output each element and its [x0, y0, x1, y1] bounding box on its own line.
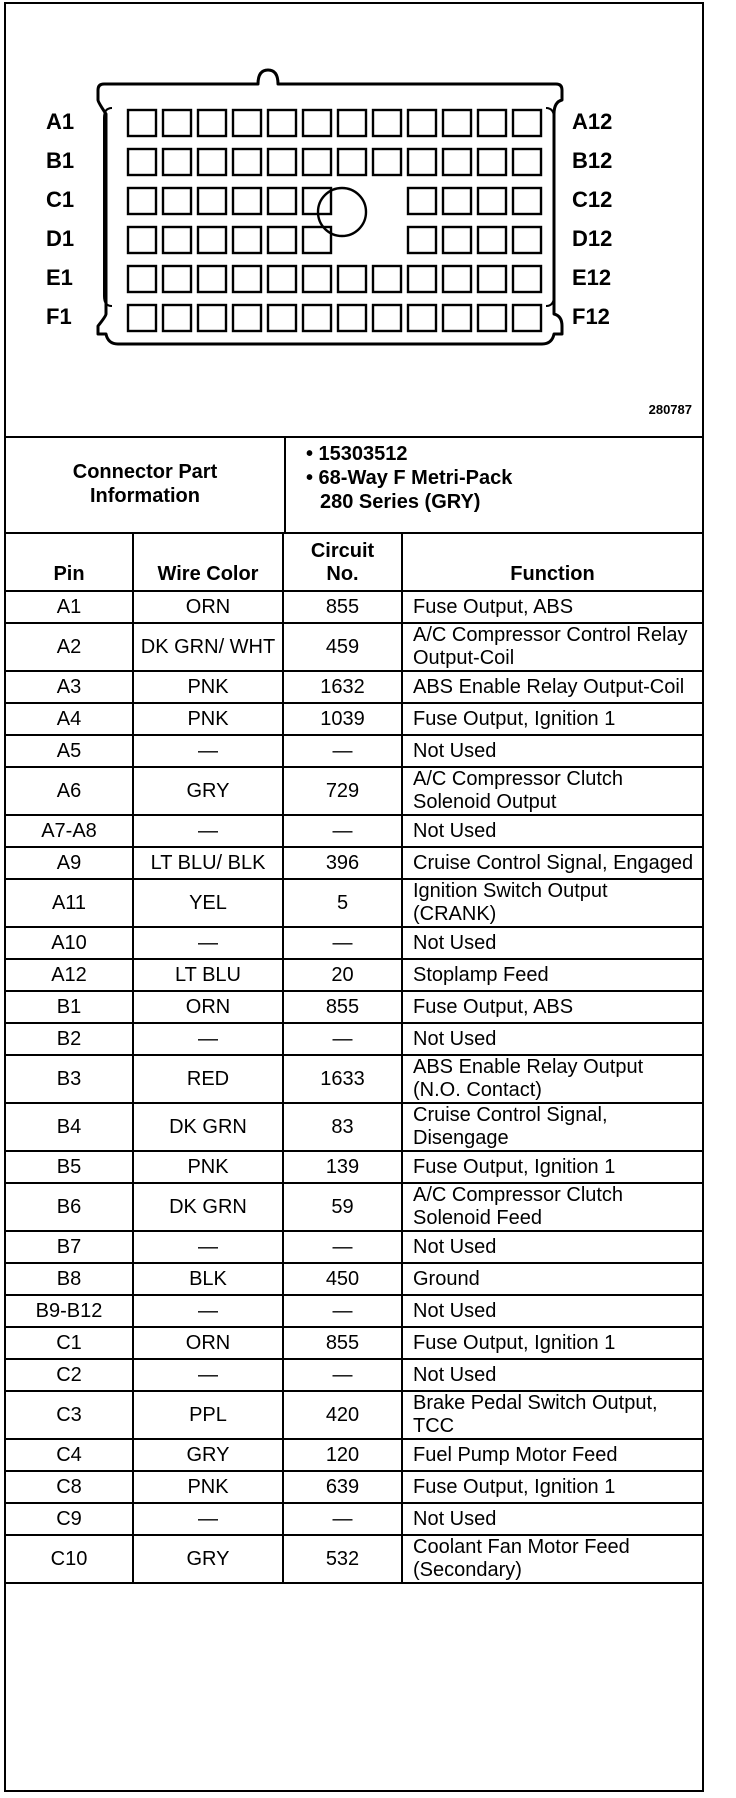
connector-cavity: [443, 110, 471, 136]
wire-color-cell: YEL: [133, 879, 283, 927]
table-row: [6, 879, 702, 927]
table-row: [6, 1231, 702, 1263]
pin-label-f12: F12: [572, 304, 610, 329]
function-cell: Fuel Pump Motor Feed: [402, 1439, 702, 1471]
circuit-cell: 459: [283, 623, 402, 671]
pin-cell: A5: [6, 735, 133, 767]
pin-cell: A1: [6, 591, 133, 623]
connector-sheet: [4, 2, 704, 1792]
connector-cavity: [233, 149, 261, 175]
header-circuit-line2: No.: [326, 563, 359, 585]
connector-part-information: [6, 436, 702, 534]
table-header-row: [6, 533, 702, 591]
wire-color-cell: —: [133, 927, 283, 959]
connector-cavity: [513, 266, 541, 292]
table-row: [6, 1295, 702, 1327]
header-circuit-line1: Circuit: [310, 540, 375, 562]
pin-cell: A2: [6, 623, 133, 671]
function-cell: Coolant Fan Motor Feed (Secondary): [402, 1535, 702, 1583]
wire-color-cell: DK GRN: [133, 1183, 283, 1231]
pin-cell: B4: [6, 1103, 133, 1151]
table-row: [6, 1023, 702, 1055]
table-row: [6, 847, 702, 879]
pin-cell: A7-A8: [6, 815, 133, 847]
function-cell: Not Used: [402, 1231, 702, 1263]
pin-cell: A4: [6, 703, 133, 735]
connector-cavity: [128, 110, 156, 136]
circuit-cell: 20: [283, 959, 402, 991]
table-row: [6, 815, 702, 847]
function-cell: ABS Enable Relay Output-Coil: [402, 671, 702, 703]
connector-cavity: [513, 149, 541, 175]
connector-cavity: [198, 149, 226, 175]
function-cell: Fuse Output, Ignition 1: [402, 1151, 702, 1183]
table-row: [6, 1471, 702, 1503]
pin-label-f1: F1: [46, 304, 72, 329]
figure-reference-number: 280787: [648, 402, 692, 417]
table-row: [6, 1503, 702, 1535]
pin-label-e12: E12: [572, 265, 612, 290]
connector-cavity: [268, 305, 296, 331]
function-cell: Cruise Control Signal, Engaged: [402, 847, 702, 879]
pin-cell: B7: [6, 1231, 133, 1263]
circuit-cell: —: [283, 1295, 402, 1327]
circuit-cell: 396: [283, 847, 402, 879]
connector-cavity: [268, 149, 296, 175]
table-row: [6, 1535, 702, 1583]
connector-cavity: [163, 110, 191, 136]
pin-cell: C9: [6, 1503, 133, 1535]
part-description-line2: 280 Series (GRY): [320, 491, 481, 513]
pin-cell: A10: [6, 927, 133, 959]
pin-label-a12: A12: [572, 109, 613, 134]
pin-cell: B2: [6, 1023, 133, 1055]
pin-cell: A6: [6, 767, 133, 815]
header-pin: Pin: [6, 533, 133, 591]
connector-cavity: [373, 149, 401, 175]
circuit-cell: 855: [283, 591, 402, 623]
pin-cell: B9-B12: [6, 1295, 133, 1327]
function-cell: Not Used: [402, 927, 702, 959]
connector-cavity: [163, 188, 191, 214]
connector-cavity: [163, 149, 191, 175]
wire-color-cell: LT BLU: [133, 959, 283, 991]
connector-cavity: [408, 188, 436, 214]
table-row: [6, 1359, 702, 1391]
function-cell: Not Used: [402, 1503, 702, 1535]
connector-cavity: [268, 266, 296, 292]
pin-cell: C3: [6, 1391, 133, 1439]
connector-cavity: [163, 266, 191, 292]
connector-cavity: [128, 149, 156, 175]
header-circuit-no: [283, 533, 402, 591]
wire-color-cell: ORN: [133, 991, 283, 1023]
circuit-cell: 1039: [283, 703, 402, 735]
table-row: [6, 1439, 702, 1471]
circuit-cell: 450: [283, 1263, 402, 1295]
wire-color-cell: —: [133, 1295, 283, 1327]
connector-cavity: [303, 305, 331, 331]
function-cell: A/C Compressor Clutch Solenoid Feed: [402, 1183, 702, 1231]
circuit-cell: —: [283, 735, 402, 767]
pin-label-c1: C1: [46, 187, 75, 212]
connector-cavity: [338, 110, 366, 136]
function-cell: ABS Enable Relay Output (N.O. Contact): [402, 1055, 702, 1103]
part-info-label-line1: Connector Part: [72, 461, 218, 483]
circuit-cell: 1632: [283, 671, 402, 703]
table-row: [6, 1103, 702, 1151]
connector-cavity: [478, 188, 506, 214]
part-info-details: [306, 442, 512, 514]
pin-cell: A12: [6, 959, 133, 991]
pin-cell: A9: [6, 847, 133, 879]
connector-cavity: [128, 305, 156, 331]
connector-cavity: [513, 188, 541, 214]
wire-color-cell: —: [133, 815, 283, 847]
connector-cavity: [478, 227, 506, 253]
function-cell: Stoplamp Feed: [402, 959, 702, 991]
connector-cavity: [408, 110, 436, 136]
wire-color-cell: ORN: [133, 1327, 283, 1359]
circuit-cell: 120: [283, 1439, 402, 1471]
pin-label-c12: C12: [572, 187, 613, 212]
wire-color-cell: —: [133, 1231, 283, 1263]
wire-color-cell: BLK: [133, 1263, 283, 1295]
wire-color-cell: —: [133, 1359, 283, 1391]
pin-label-b12: B12: [572, 148, 613, 173]
pin-cell: C8: [6, 1471, 133, 1503]
part-description-line1: • 68-Way F Metri-Pack: [306, 467, 513, 489]
function-cell: A/C Compressor Clutch Solenoid Output: [402, 767, 702, 815]
connector-cavity: [443, 266, 471, 292]
pin-label-e1: E1: [46, 265, 73, 290]
function-cell: Cruise Control Signal, Disengage: [402, 1103, 702, 1151]
circuit-cell: 855: [283, 991, 402, 1023]
function-cell: Not Used: [402, 735, 702, 767]
circuit-cell: 139: [283, 1151, 402, 1183]
connector-cavity: [128, 188, 156, 214]
pin-cell: C1: [6, 1327, 133, 1359]
function-cell: Ignition Switch Output (CRANK): [402, 879, 702, 927]
connector-cavity: [443, 188, 471, 214]
connector-cavity: [128, 266, 156, 292]
table-row: [6, 1391, 702, 1439]
function-cell: Brake Pedal Switch Output, TCC: [402, 1391, 702, 1439]
connector-cavity: [408, 266, 436, 292]
wire-color-cell: DK GRN/ WHT: [133, 623, 283, 671]
circuit-cell: 1633: [283, 1055, 402, 1103]
function-cell: Fuse Output, ABS: [402, 991, 702, 1023]
connector-cavity: [373, 110, 401, 136]
function-cell: A/C Compressor Control Relay Output-Coil: [402, 623, 702, 671]
circuit-cell: 83: [283, 1103, 402, 1151]
connector-cavity: [198, 188, 226, 214]
table-row: [6, 671, 702, 703]
connector-cavity: [163, 227, 191, 253]
wire-color-cell: PNK: [133, 671, 283, 703]
wire-color-cell: DK GRN: [133, 1103, 283, 1151]
connector-cavity: [408, 305, 436, 331]
connector-cavity: [233, 188, 261, 214]
pin-cell: B8: [6, 1263, 133, 1295]
connector-cavity: [198, 110, 226, 136]
table-row: [6, 991, 702, 1023]
table-row: [6, 703, 702, 735]
connector-cavity: [408, 149, 436, 175]
pin-cell: B5: [6, 1151, 133, 1183]
header-function: Function: [402, 533, 702, 591]
connector-cavity: [198, 227, 226, 253]
function-cell: Fuse Output, Ignition 1: [402, 1327, 702, 1359]
table-row: [6, 1263, 702, 1295]
connector-cavity: [443, 227, 471, 253]
part-info-label: [6, 436, 286, 532]
wire-color-cell: —: [133, 1503, 283, 1535]
connector-cavity: [128, 227, 156, 253]
connector-cavity: [478, 110, 506, 136]
table-row: [6, 767, 702, 815]
connector-cavity: [443, 149, 471, 175]
connector-cavity: [233, 266, 261, 292]
table-row: [6, 623, 702, 671]
circuit-cell: —: [283, 1023, 402, 1055]
pin-cell: B1: [6, 991, 133, 1023]
circuit-cell: 729: [283, 767, 402, 815]
pin-cell: A11: [6, 879, 133, 927]
function-cell: Fuse Output, Ignition 1: [402, 703, 702, 735]
connector-cavity: [478, 149, 506, 175]
circuit-cell: 59: [283, 1183, 402, 1231]
connector-cavity: [233, 227, 261, 253]
connector-cavity: [373, 266, 401, 292]
circuit-cell: —: [283, 1359, 402, 1391]
table-row: [6, 927, 702, 959]
header-wire-color: Wire Color: [133, 533, 283, 591]
pin-cell: B3: [6, 1055, 133, 1103]
function-cell: Not Used: [402, 1295, 702, 1327]
pin-cell: B6: [6, 1183, 133, 1231]
wire-color-cell: PNK: [133, 703, 283, 735]
connector-center-hole: [318, 188, 366, 236]
wire-color-cell: GRY: [133, 1535, 283, 1583]
wire-color-cell: ORN: [133, 591, 283, 623]
wire-color-cell: GRY: [133, 767, 283, 815]
part-info-label-line2: Information: [90, 485, 200, 507]
circuit-cell: 639: [283, 1471, 402, 1503]
circuit-cell: —: [283, 815, 402, 847]
function-cell: Fuse Output, Ignition 1: [402, 1471, 702, 1503]
connector-cavity: [268, 227, 296, 253]
connector-cavity: [478, 305, 506, 331]
connector-cavity: [233, 110, 261, 136]
wire-color-cell: —: [133, 735, 283, 767]
connector-cavity: [198, 266, 226, 292]
connector-cavity: [478, 266, 506, 292]
connector-cavity: [338, 266, 366, 292]
table-row: [6, 959, 702, 991]
pin-label-b1: B1: [46, 148, 75, 173]
circuit-cell: 420: [283, 1391, 402, 1439]
connector-diagram: [6, 4, 702, 438]
wire-color-cell: PPL: [133, 1391, 283, 1439]
connector-cavity: [338, 305, 366, 331]
table-row: [6, 1183, 702, 1231]
function-cell: Not Used: [402, 1023, 702, 1055]
function-cell: Not Used: [402, 815, 702, 847]
wire-color-cell: GRY: [133, 1439, 283, 1471]
circuit-cell: —: [283, 927, 402, 959]
pin-label-d12: D12: [572, 226, 613, 251]
circuit-cell: —: [283, 1503, 402, 1535]
connector-cavity: [233, 305, 261, 331]
pin-cell: C4: [6, 1439, 133, 1471]
table-row: [6, 591, 702, 623]
circuit-cell: —: [283, 1231, 402, 1263]
part-number: • 15303512: [306, 443, 408, 465]
connector-cavity: [443, 305, 471, 331]
wire-color-cell: RED: [133, 1055, 283, 1103]
pin-cell: C10: [6, 1535, 133, 1583]
wire-color-cell: LT BLU/ BLK: [133, 847, 283, 879]
connector-cavity: [268, 110, 296, 136]
pinout-table: [6, 532, 702, 1584]
connector-cavity: [408, 227, 436, 253]
table-row: [6, 735, 702, 767]
wire-color-cell: PNK: [133, 1151, 283, 1183]
connector-cavity: [163, 305, 191, 331]
pin-label-d1: D1: [46, 226, 75, 251]
wire-color-cell: —: [133, 1023, 283, 1055]
pin-label-a1: A1: [46, 109, 75, 134]
connector-cavity: [198, 305, 226, 331]
table-row: [6, 1327, 702, 1359]
circuit-cell: 5: [283, 879, 402, 927]
pin-cell: C2: [6, 1359, 133, 1391]
connector-cavity: [303, 266, 331, 292]
connector-face-drawing: [6, 4, 702, 436]
connector-cavity: [268, 188, 296, 214]
connector-cavity: [373, 305, 401, 331]
function-cell: Not Used: [402, 1359, 702, 1391]
connector-cavity: [513, 110, 541, 136]
function-cell: Ground: [402, 1263, 702, 1295]
circuit-cell: 855: [283, 1327, 402, 1359]
connector-cavity: [303, 149, 331, 175]
connector-cavity: [338, 149, 366, 175]
connector-cavity: [513, 227, 541, 253]
circuit-cell: 532: [283, 1535, 402, 1583]
wire-color-cell: PNK: [133, 1471, 283, 1503]
function-cell: Fuse Output, ABS: [402, 591, 702, 623]
pin-cell: A3: [6, 671, 133, 703]
table-row: [6, 1151, 702, 1183]
connector-cavity: [513, 305, 541, 331]
table-row: [6, 1055, 702, 1103]
connector-cavity: [303, 110, 331, 136]
